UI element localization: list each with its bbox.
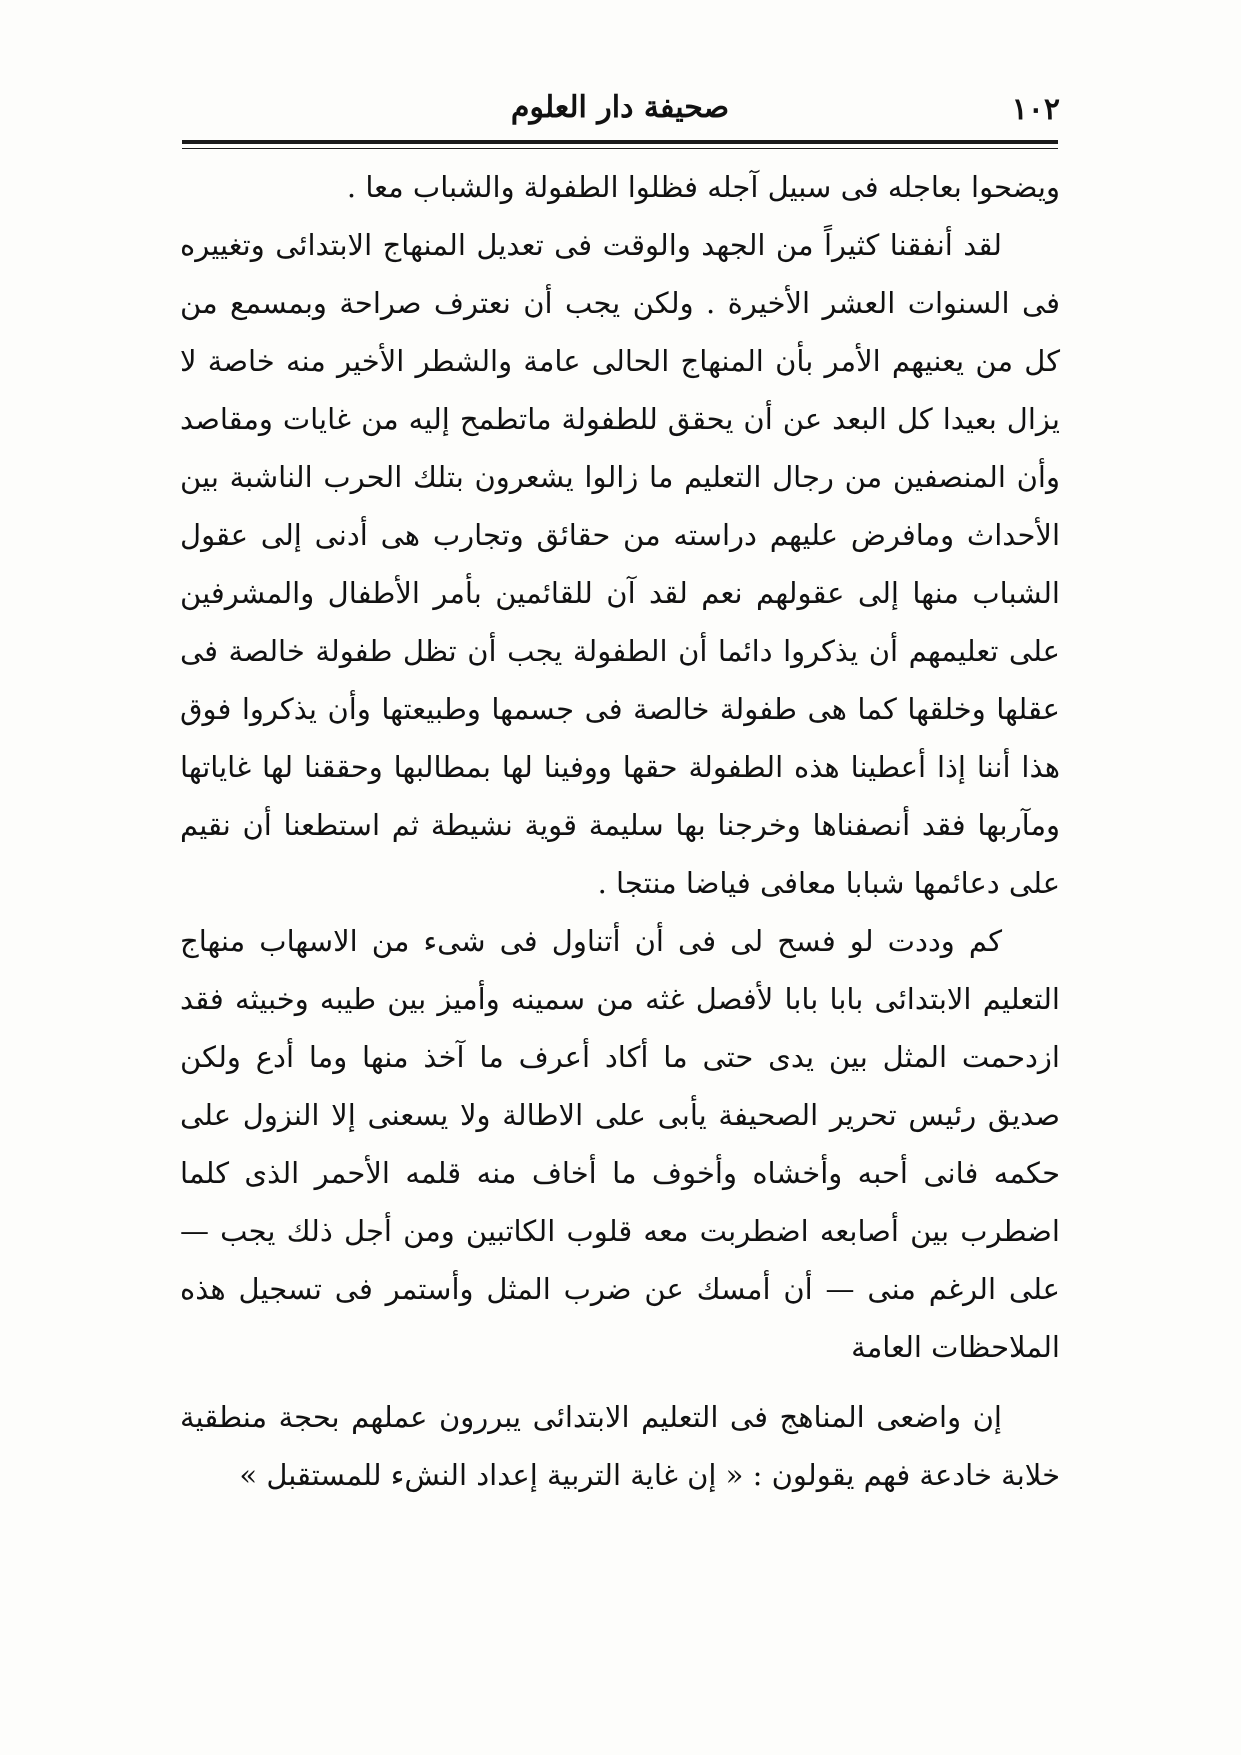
paragraph-3: كم وددت لو فسح لى فى أن أتناول فى شىء من الاسهاب منهاج التعليم الابتدائى بابا بابا لأفصل غثه من سمينه وأميز بين طيبه وخبيثه فقد ازدحمت المثل بين يدى حتى ما أكاد أعرف ما آخذ منها وما أدع ولكن صديق رئيس تحرير الصحيفة يأبى على الاطالة ولا يسعنى إلا النزول على حكمه فانى أحبه وأخشاه وأخوف ما أخاف منه قلمه الأحمر الذى كلما اضطرب بين أصابعه اضطربت معه قلوب الكاتبين ومن أجل ذلك يجب — على الرغم منى — أن أمسك عن ضرب المثل وأستمر فى تسجيل هذه الملاحظات العامة [180,924,1060,1364]
paragraph-4: إن واضعى المناهج فى التعليم الابتدائى يبررون عملهم بحجة منطقية خلابة خادعة فهم يقولون : « إن غاية التربية إعداد النشء للمستقبل » [180,1400,1060,1492]
page-number: ١٠٢ [1011,92,1060,127]
page-header [180,88,1060,138]
body-text [180,158,1060,1504]
header-rule-thin [182,148,1058,149]
paragraph-1: ويضحوا بعاجله فى سبيل آجله فظلوا الطفولة والشباب معا . [346,170,1060,204]
running-title: صحيفة دار العلوم [510,90,730,125]
header-rule-thick [182,140,1058,144]
paragraph-2: لقد أنفقنا كثيراً من الجهد والوقت فى تعديل المنهاج الابتدائى وتغييره فى السنوات العشر الأخيرة . ولكن يجب أن نعترف صراحة وبمسمع من كل من يعنيهم الأمر بأن المنهاج الحالى عامة والشطر الأخير منه خاصة لا يزال بعيدا كل البعد عن أن يحقق للطفولة ماتطمح إليه من غايات ومقاصد وأن المنصفين من رجال التعليم ما زالوا يشعرون بتلك الحرب الناشبة بين الأحداث ومافرض عليهم دراسته من حقائق وتجارب هى أدنى إلى عقول الشباب منها إلى عقولهم نعم لقد آن للقائمين بأمر الأطفال والمشرفين على تعليمهم أن يذكروا دائما أن الطفولة يجب أن تظل طفولة خالصة فى عقلها وخلقها كما هى طفولة خالصة فى جسمها وطبيعتها وأن يذكروا فوق هذا أننا إذا أعطينا هذه الطفولة حقها ووفينا لها بمطالبها وحققنا لها غاياتها ومآربها فقد أنصفناها وخرجنا بها سليمة قوية نشيطة ثم استطعنا أن نقيم على دعائمها شبابا معافى فياضا منتجا . [180,228,1060,900]
